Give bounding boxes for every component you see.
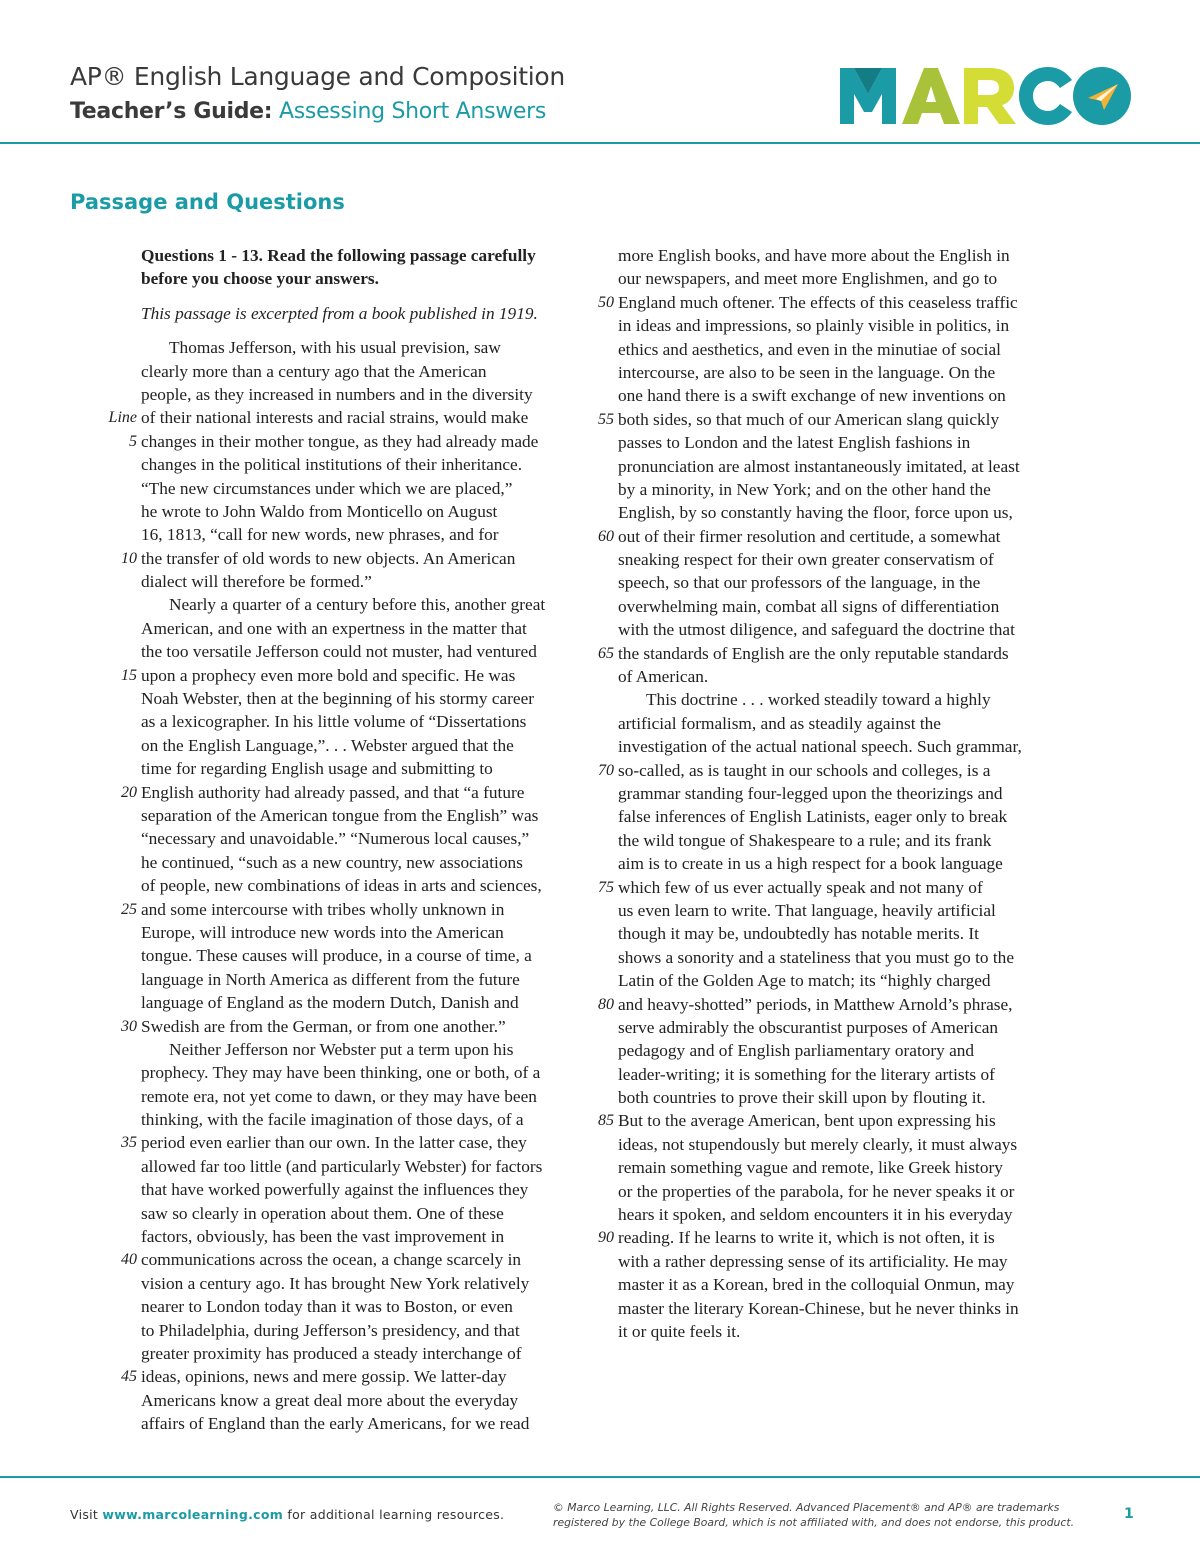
passage-line (141, 851, 589, 874)
line-number: 35 (121, 1134, 137, 1152)
line-text: of their national interests and racial strains, would make (141, 408, 529, 428)
line-text: one hand there is a swift exchange of new inventions on (618, 386, 1006, 406)
line-text: “The new circumstances under which we are placed,” (141, 478, 513, 498)
passage-line (141, 383, 589, 406)
passage-line (618, 361, 1066, 384)
passage-line (141, 617, 589, 640)
passage-intro: This passage is excerpted from a book published in 1919. (141, 303, 538, 323)
line-text: intercourse, are also to be seen in the language. On the (618, 362, 996, 382)
header-rule (0, 142, 1200, 144)
passage-line (598, 1109, 1066, 1132)
passage-line (141, 1319, 589, 1342)
passage-line (141, 991, 589, 1014)
line-text: separation of the American tongue from the English” was (141, 805, 539, 825)
line-number: 40 (121, 1251, 137, 1269)
passage-line (618, 548, 1066, 571)
footer-copyright (553, 1500, 1093, 1530)
line-text: remote era, not yet come to dawn, or they may have been (141, 1086, 537, 1106)
line-text: the transfer of old words to new objects. An American (141, 548, 516, 568)
marco-logo (838, 64, 1134, 126)
line-text: ideas, not stupendously but merely clearly, it must always (618, 1134, 1018, 1154)
line-text: language of England as the modern Dutch, Danish and (141, 993, 519, 1013)
line-text: factors, obviously, has been the vast improvement in (141, 1227, 505, 1247)
line-text: serve admirably the obscurantist purposes of American (618, 1017, 999, 1037)
line-text: as a lexicographer. In his little volume of “Dissertations (141, 712, 527, 732)
line-text: grammar standing four-legged upon the theorizings and (618, 783, 1003, 803)
line-text: Neither Jefferson nor Webster put a term upon his (169, 1039, 514, 1059)
passage-line (598, 759, 1066, 782)
line-text: though it may be, undoubtedly has notable merits. It (618, 924, 979, 944)
passage-line (618, 946, 1066, 969)
passage-lines-left (108, 336, 589, 1435)
line-text: time for regarding English usage and submitting to (141, 759, 493, 779)
line-text: on the English Language,”. . . Webster argued that the (141, 735, 514, 755)
line-text: that have worked powerfully against the influences they (141, 1180, 529, 1200)
passage-line (141, 360, 589, 383)
passage-line (141, 687, 589, 710)
passage-line (121, 1248, 589, 1271)
passage-line (598, 876, 1066, 899)
line-text: master the literary Korean-Chinese, but he never thinks in (618, 1298, 1019, 1318)
line-number: 90 (598, 1229, 614, 1247)
line-text: saw so clearly in operation about them. One of these (141, 1203, 504, 1223)
passage-line (141, 1085, 589, 1108)
line-text: reading. If he learns to write it, which is not often, it is (618, 1228, 995, 1248)
passage-line (141, 827, 589, 850)
passage-line (618, 665, 1066, 688)
line-text: passes to London and the latest English fashions in (618, 433, 971, 453)
instructions-line: Questions 1 - 13. Read the following passage carefully (141, 246, 536, 265)
passage-line (141, 1412, 589, 1435)
page-number: 1 (1124, 1506, 1134, 1522)
passage-line (618, 805, 1066, 828)
line-text: leader-writing; it is something for the literary artists of (618, 1064, 995, 1084)
line-text: Europe, will introduce new words into the American (141, 922, 504, 942)
passage-line (141, 1295, 589, 1318)
line-text: English, by so constantly having the floor, force upon us, (618, 503, 1013, 523)
passage-line (141, 1389, 589, 1412)
passage-line (141, 1225, 589, 1248)
passage-line (141, 593, 589, 616)
passage-line (141, 1202, 589, 1225)
line-text: and some intercourse with tribes wholly unknown in (141, 899, 505, 919)
line-number: 25 (121, 900, 137, 918)
passage-line (618, 1273, 1066, 1296)
line-number: 75 (598, 878, 614, 896)
line-text: by a minority, in New York; and on the other hand the (618, 479, 991, 499)
passage-line (141, 336, 589, 359)
line-text: ethics and aesthetics, and even in the minutiae of social (618, 339, 1001, 359)
passage-line (618, 1297, 1066, 1320)
passage-line (618, 1133, 1066, 1156)
passage-line (129, 430, 589, 453)
line-text: upon a prophecy even more bold and specific. He was (141, 665, 516, 685)
line-number: 85 (598, 1112, 614, 1130)
passage-line (618, 712, 1066, 735)
footer-link[interactable]: www.marcolearning.com (102, 1507, 284, 1522)
line-number: 10 (121, 549, 137, 567)
passage-line (618, 782, 1066, 805)
line-text: with the utmost diligence, and safeguard the doctrine that (618, 620, 1015, 640)
line-number: 20 (121, 783, 137, 801)
passage-line (618, 735, 1066, 758)
line-number: 15 (121, 666, 137, 684)
passage-line (121, 547, 589, 570)
passage-line (121, 1015, 589, 1038)
line-text: false inferences of English Latinists, eager only to break (618, 807, 1008, 827)
passage-lines-right (598, 244, 1066, 1343)
line-text: greater proximity has produced a steady interchange of (141, 1343, 522, 1363)
line-number: Line (108, 409, 137, 427)
line-text: nearer to London today than it was to Boston, or even (141, 1297, 513, 1317)
line-text: more English books, and have more about the English in (618, 246, 1010, 265)
passage-line (618, 1086, 1066, 1109)
section-title: Passage and Questions (70, 190, 345, 214)
line-text: artificial formalism, and as steadily against the (618, 713, 941, 733)
passage-line (618, 501, 1066, 524)
line-text: communications across the ocean, a change scarcely in (141, 1250, 522, 1270)
line-text: of people, new combinations of ideas in arts and sciences, (141, 876, 542, 896)
line-text: Nearly a quarter of a century before this, another great (169, 595, 546, 615)
footer-visit-suffix: for additional learning resources. (283, 1507, 505, 1522)
line-text: vision a century ago. It has brought New York relatively (141, 1273, 530, 1293)
passage-line (618, 267, 1066, 290)
line-text: people, as they increased in numbers and in the diversity (141, 384, 533, 404)
passage-line (618, 688, 1066, 711)
line-number: 60 (598, 527, 614, 545)
passage-line (141, 500, 589, 523)
passage-line (141, 968, 589, 991)
line-text: overwhelming main, combat all signs of differentiation (618, 596, 1000, 616)
line-number: 80 (598, 995, 614, 1013)
passage-line (141, 734, 589, 757)
passage-line (141, 804, 589, 827)
line-text: or the properties of the parabola, for he never speaks it or (618, 1181, 1015, 1201)
passage-line (618, 922, 1066, 945)
passage-line (141, 1108, 589, 1131)
line-text: pedagogy and of English parliamentary oratory and (618, 1041, 975, 1061)
line-text: prophecy. They may have been thinking, one or both, of a (141, 1063, 541, 1083)
line-text: with a rather depressing sense of its artificiality. He may (618, 1251, 1008, 1271)
line-text: to Philadelphia, during Jefferson’s presidency, and that (141, 1320, 520, 1340)
footer-visit (70, 1507, 504, 1522)
passage-line (618, 244, 1066, 267)
line-number: 65 (598, 644, 614, 662)
footer-visit-prefix: Visit (70, 1507, 103, 1522)
line-text: 16, 1813, “call for new words, new phrases, and for (141, 525, 499, 545)
passage-line (618, 899, 1066, 922)
line-text: ideas, opinions, news and mere gossip. We latter-day (141, 1367, 507, 1387)
guide-title (70, 99, 565, 124)
line-text: changes in the political institutions of their inheritance. (141, 455, 523, 475)
line-text: he continued, “such as a new country, new associations (141, 852, 523, 872)
passage-right-column (598, 244, 1066, 1343)
line-text: Thomas Jefferson, with his usual prevision, saw (169, 338, 501, 358)
passage-line (141, 874, 589, 897)
line-text: England much oftener. The effects of this ceaseless traffic (618, 292, 1018, 312)
passage-left-column (108, 244, 589, 1436)
passage-line (618, 1180, 1066, 1203)
guide-label: Teacher’s Guide: (70, 99, 273, 124)
passage-line (141, 1155, 589, 1178)
passage-line (598, 525, 1066, 548)
line-text: thinking, with the facile imagination of those days, of a (141, 1110, 524, 1130)
instructions-line: before you choose your answers. (141, 269, 379, 289)
line-text: us even learn to write. That language, heavily artificial (618, 900, 996, 920)
passage-line (618, 478, 1066, 501)
line-text: “necessary and unavoidable.” “Numerous local causes,” (141, 829, 530, 849)
passage-line (141, 523, 589, 546)
line-text: he wrote to John Waldo from Monticello on August (141, 501, 498, 521)
passage-line (618, 595, 1066, 618)
line-text: master it as a Korean, bred in the colloquial Onmun, may (618, 1275, 1015, 1295)
line-text: both countries to prove their skill upon by flouting it. (618, 1088, 986, 1108)
passage-line (618, 852, 1066, 875)
line-number: 50 (598, 293, 614, 311)
line-number: 30 (121, 1017, 137, 1035)
passage-line (618, 1039, 1066, 1062)
course-title: AP® English Language and Composition (70, 62, 565, 91)
line-text: Americans know a great deal more about the everyday (141, 1390, 519, 1410)
passage-line (618, 618, 1066, 641)
passage-line (598, 642, 1066, 665)
passage-line (141, 453, 589, 476)
passage-line (618, 1016, 1066, 1039)
line-text: our newspapers, and meet more Englishmen, and go to (618, 269, 998, 289)
line-text: which few of us ever actually speak and not many of (618, 877, 983, 897)
line-text: and heavy-shotted” periods, in Matthew Arnold’s phrase, (618, 994, 1013, 1014)
line-text: sneaking respect for their own greater conservatism of (618, 550, 994, 570)
passage-line (141, 640, 589, 663)
passage-line (618, 1320, 1066, 1343)
passage-line (121, 781, 589, 804)
line-text: American, and one with an expertness in the matter that (141, 618, 527, 638)
line-text: Swedish are from the German, or from one another.” (141, 1016, 506, 1036)
passage-line (618, 455, 1066, 478)
line-text: clearly more than a century ago that the American (141, 361, 487, 381)
passage-line (598, 408, 1066, 431)
passage-line (141, 570, 589, 593)
passage-line (141, 757, 589, 780)
line-text: hears it spoken, and seldom encounters it in his everyday (618, 1205, 1013, 1225)
line-text: shows a sonority and a stateliness that you must go to the (618, 947, 1014, 967)
line-number: 45 (121, 1368, 137, 1386)
line-text: pronunciation are almost instantaneously imitated, at least (618, 456, 1020, 476)
line-text: remain something vague and remote, like Greek history (618, 1158, 1003, 1178)
passage-line (141, 1178, 589, 1201)
guide-subtitle: Assessing Short Answers (279, 99, 547, 124)
line-text: affairs of England than the early Americans, for we read (141, 1414, 530, 1434)
passage-line (618, 384, 1066, 407)
passage-line (121, 898, 589, 921)
line-text: out of their firmer resolution and certitude, a somewhat (618, 526, 1001, 546)
passage-line (618, 829, 1066, 852)
copyright-line: © Marco Learning, LLC. All Rights Reserved. Advanced Placement® and AP® are trademarks (553, 1501, 1060, 1514)
passage-line (618, 1203, 1066, 1226)
line-text: allowed far too little (and particularly Webster) for factors (141, 1156, 543, 1176)
line-text: changes in their mother tongue, as they had already made (141, 431, 539, 451)
line-text: Latin of the Golden Age to match; its “highly charged (618, 971, 991, 991)
line-text: investigation of the actual national speech. Such grammar, (618, 737, 1022, 757)
passage-line (141, 1272, 589, 1295)
passage-line (618, 431, 1066, 454)
passage-line (618, 1063, 1066, 1086)
passage-line (141, 1038, 589, 1061)
line-text: This doctrine . . . worked steadily toward a highly (646, 690, 991, 710)
line-text: English authority had already passed, and that “a future (141, 782, 525, 802)
passage-line (598, 291, 1066, 314)
line-text: both sides, so that much of our American slang quickly (618, 409, 1000, 429)
line-text: in ideas and impressions, so plainly visible in politics, in (618, 316, 1010, 336)
passage-line (598, 1226, 1066, 1249)
passage-line (618, 1250, 1066, 1273)
passage-line (141, 1342, 589, 1365)
line-text: But to the average American, bent upon expressing his (618, 1111, 996, 1131)
passage-line (141, 710, 589, 733)
line-text: the wild tongue of Shakespeare to a rule; and its frank (618, 830, 992, 850)
line-text: it or quite feels it. (618, 1321, 741, 1341)
passage-line (141, 944, 589, 967)
passage-line (618, 338, 1066, 361)
passage-line (618, 969, 1066, 992)
passage-line (618, 1156, 1066, 1179)
line-text: Noah Webster, then at the beginning of his stormy career (141, 689, 535, 709)
line-text: speech, so that our professors of the language, in the (618, 573, 981, 593)
passage-line (121, 664, 589, 687)
copyright-line: registered by the College Board, which is not affiliated with, and does not endorse, this product. (553, 1516, 1075, 1529)
passage-line (618, 571, 1066, 594)
passage-line (618, 314, 1066, 337)
line-number: 55 (598, 410, 614, 428)
line-text: period even earlier than our own. In the latter case, they (141, 1133, 527, 1153)
line-number: 5 (129, 432, 137, 450)
passage-line (141, 1061, 589, 1084)
passage-line (598, 993, 1066, 1016)
page-header (70, 62, 565, 124)
passage-line (141, 477, 589, 500)
line-text: the too versatile Jefferson could not muster, had ventured (141, 642, 537, 662)
line-text: of American. (618, 667, 709, 687)
passage-line (121, 1131, 589, 1154)
footer-rule (0, 1476, 1200, 1478)
line-text: language in North America as different from the future (141, 969, 520, 989)
line-text: aim is to create in us a high respect for a book language (618, 854, 1003, 874)
passage-line (108, 406, 589, 429)
line-text: the standards of English are the only reputable standards (618, 643, 1009, 663)
line-text: so-called, as is taught in our schools and colleges, is a (618, 760, 991, 780)
passage-line (121, 1365, 589, 1388)
line-text: dialect will therefore be formed.” (141, 572, 372, 592)
line-text: tongue. These causes will produce, in a course of time, a (141, 946, 532, 966)
passage-line (141, 921, 589, 944)
line-number: 70 (598, 761, 614, 779)
